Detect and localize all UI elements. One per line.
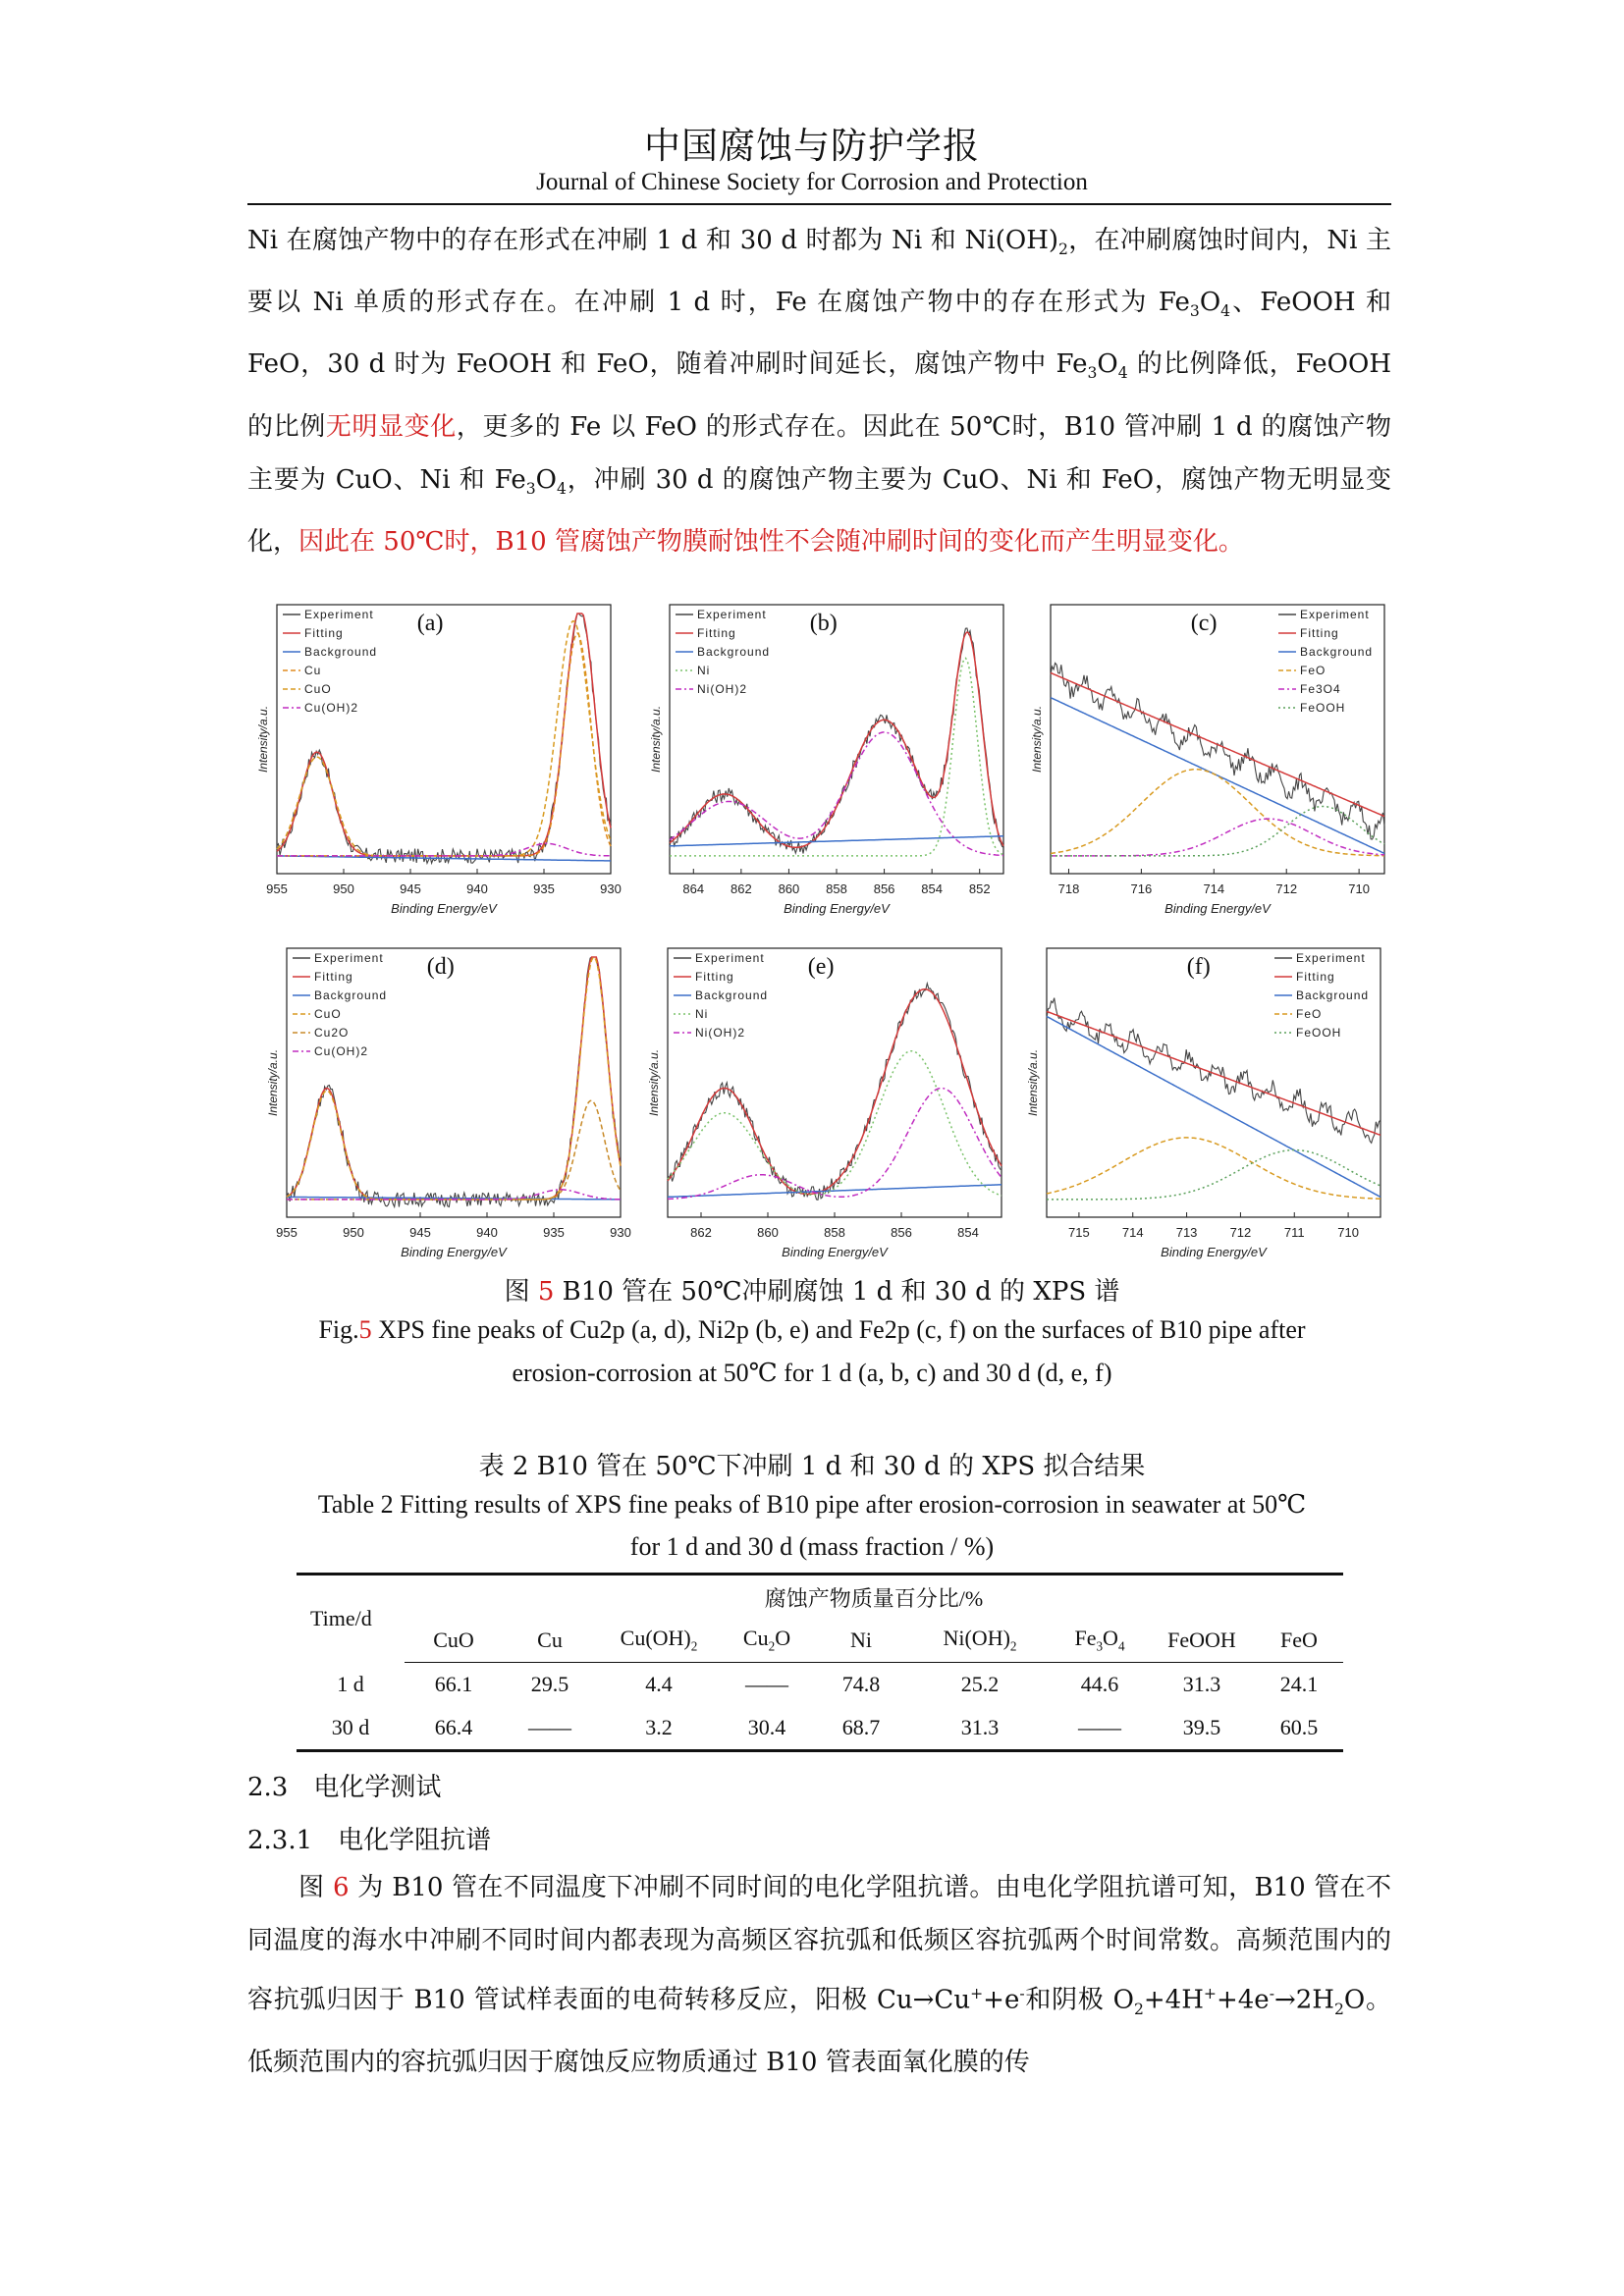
figure-caption-en	[0, 1315, 1624, 1345]
sup: +	[970, 1985, 984, 2002]
xps-chart-c	[1021, 597, 1394, 921]
xps-chart-f	[1017, 940, 1390, 1264]
legend-entry: Background	[304, 645, 378, 659]
legend-entry: Ni(OH)2	[697, 682, 747, 696]
legend-entry: Ni	[697, 664, 711, 677]
table-cell: 30.4	[721, 1706, 813, 1751]
table-cell: 4.4	[645, 1672, 673, 1696]
legend-entry: Background	[1300, 645, 1374, 659]
legend-entry: Fitting	[1296, 970, 1335, 984]
y-axis-label: Intensity/a.u.	[647, 1048, 661, 1117]
xps-results-table	[297, 1573, 1343, 1752]
figure-caption-cn	[0, 1271, 1624, 1308]
sub: 3	[1087, 364, 1098, 383]
y-axis-label: Intensity/a.u.	[256, 705, 270, 774]
para2-text: +4H	[1143, 1985, 1204, 2015]
legend-entry: Fitting	[697, 626, 736, 640]
table-cell: 74.8	[841, 1672, 881, 1696]
col-header: $Cu_2O$	[721, 1619, 813, 1663]
para2-text: 和阴极 O	[1024, 1985, 1134, 2015]
table-caption-en: Table 2 Fitting results of XPS fine peaks of B10 pipe after erosion-corrosion in seawater at 50℃	[317, 1490, 1307, 1519]
col-header: CuO	[405, 1619, 503, 1663]
xps-panel-f	[1017, 940, 1390, 1264]
table-row	[297, 1663, 1343, 1707]
x-tick-label: 710	[1337, 1225, 1359, 1240]
legend-entry: Cu(OH)2	[304, 701, 359, 715]
table-cell: 29.5	[530, 1672, 569, 1696]
sup: -	[1019, 1985, 1025, 2002]
legend-entry: Background	[1296, 988, 1370, 1002]
sub: 4	[1220, 302, 1231, 321]
x-tick-label: 945	[400, 881, 421, 896]
x-tick-label: 930	[600, 881, 622, 896]
sub: 4	[557, 479, 567, 498]
para1-highlight: 因此在 50℃时，B10 管腐蚀产物膜耐蚀性不会随冲刷时间的变化而产生明显变化。	[298, 526, 1244, 557]
x-tick-label: 854	[957, 1225, 979, 1240]
x-tick-label: 854	[921, 881, 943, 896]
legend-entry: FeO	[1300, 664, 1326, 677]
fig-cap-text: 图	[504, 1277, 538, 1307]
table-cell: 66.1	[434, 1672, 473, 1696]
sub: 2	[1333, 2000, 1344, 2018]
sub: 3	[525, 479, 536, 498]
col-header: FeO	[1255, 1619, 1343, 1663]
sub: 2	[1058, 240, 1068, 259]
xps-chart-e	[638, 940, 1011, 1264]
para1-highlight: 无明显变化	[325, 411, 457, 442]
x-axis-label: Binding Energy/eV	[782, 1245, 888, 1259]
para1-text: Ni 在腐蚀产物中的存在形式在冲刷 1 d 和 30 d 时都为 Ni 和 Ni(OH)	[247, 226, 1059, 255]
x-tick-label: 940	[476, 1225, 498, 1240]
x-axis-label: Binding Energy/eV	[391, 901, 497, 916]
table-caption-en-line2: for 1 d and 30 d (mass fraction / %)	[629, 1532, 995, 1561]
table-cell: ——	[503, 1706, 597, 1751]
xps-panel-e	[638, 940, 1011, 1264]
table-caption-cn: 表 2 B10 管在 50℃下冲刷 1 d 和 30 d 的 XPS 拟合结果	[478, 1452, 1146, 1481]
group-header: 腐蚀产物质量百分比/%	[405, 1575, 1343, 1620]
legend-entry: CuO	[304, 682, 332, 696]
x-tick-label: 955	[276, 1225, 298, 1240]
x-axis-label: Binding Energy/eV	[1161, 1245, 1267, 1259]
x-tick-label: 955	[266, 881, 288, 896]
fig-cap-text: Fig.	[318, 1315, 359, 1344]
para2-text: +4e	[1216, 1985, 1270, 2015]
xps-chart-a	[247, 597, 621, 921]
x-tick-label: 950	[333, 881, 354, 896]
panel-letter: (c)	[1190, 611, 1218, 636]
table-cell: 39.5	[1149, 1706, 1255, 1751]
legend-entry: Fitting	[314, 970, 353, 984]
paragraph-2	[247, 1861, 1391, 2089]
para2-text: 图	[298, 1873, 334, 1902]
legend-entry: Background	[314, 988, 388, 1002]
paragraph-1: Ni 在腐蚀产物中的存在形式在冲刷 1 d 和 30 d 时都为 Ni 和 $Ni(OH)_2$，在冲刷腐蚀时间内，Ni 主要以 Ni 单质的形式存在。在冲刷 1 d 时，Fe 在腐蚀产物中的存在形式为 $Fe_3O_4$、FeOOH 和 FeO，30 d 时为 FeOOH 和 FeO，随着冲刷时间延长，腐蚀产物中 $Fe_3O_4$ 的比例降低，FeOOH 的比例无明显变化，更多的 Fe 以 FeO 的形式存在。因此在 50℃时，B10 管冲刷 1 d 的腐蚀产物主要为 CuO、Ni 和 $Fe_3O_4$，冲刷 30 d 的腐蚀产物主要为 CuO、Ni 和 FeO，腐蚀产物无明显变化，因此在 50℃时，B10 管腐蚀产物膜耐蚀性不会随冲刷时间的变化而产生明显变化。	[247, 226, 1391, 557]
sub: 2	[1133, 2000, 1144, 2018]
legend-entry: Experiment	[304, 608, 374, 621]
y-axis-label: Intensity/a.u.	[1026, 1048, 1040, 1117]
para1-text: 的比例降低，FeOOH 的比例	[247, 349, 1391, 442]
x-tick-label: 935	[533, 881, 555, 896]
x-tick-label: 852	[968, 881, 991, 896]
legend-entry: FeO	[1296, 1007, 1323, 1021]
x-axis-label: Binding Energy/eV	[1164, 901, 1271, 916]
panel-letter: (d)	[426, 954, 455, 980]
col-header: $Cu(OH)_2$	[597, 1619, 721, 1663]
x-tick-label: 862	[731, 881, 752, 896]
x-tick-label: 715	[1068, 1225, 1090, 1240]
legend-entry: Background	[697, 645, 771, 659]
table-cell: ——	[745, 1672, 788, 1696]
xps-panel-d	[257, 940, 630, 1264]
x-axis-label: Binding Energy/eV	[784, 901, 890, 916]
section-heading-2-3: 2.3 电化学测试	[247, 1773, 442, 1802]
legend-entry: Experiment	[695, 951, 765, 965]
legend-entry: Experiment	[1300, 608, 1370, 621]
x-tick-label: 858	[824, 1225, 845, 1240]
sub: 4	[1117, 364, 1128, 383]
legend-entry: Fitting	[1300, 626, 1339, 640]
legend-entry: Cu(OH)2	[314, 1044, 369, 1058]
legend-entry: Ni	[695, 1007, 709, 1021]
x-tick-label: 935	[543, 1225, 565, 1240]
legend-entry: Fe3O4	[1300, 682, 1341, 696]
x-tick-label: 945	[409, 1225, 431, 1240]
sup: -	[1269, 1985, 1274, 2002]
y-axis-label: Intensity/a.u.	[266, 1048, 280, 1117]
x-tick-label: 862	[690, 1225, 712, 1240]
col-header: Ni	[813, 1619, 909, 1663]
journal-title-cn: 中国腐蚀与防护学报	[644, 125, 980, 167]
x-tick-label: 940	[466, 881, 488, 896]
journal-title-en: Journal of Chinese Society for Corrosion and Protection	[536, 169, 1088, 195]
para2-text: O。低频范围内的容抗弧归因于腐蚀反应物质通过 B10 管表面氧化膜的传	[247, 1985, 1391, 2077]
fig-number: 5	[358, 1315, 372, 1344]
legend-entry: Background	[695, 988, 769, 1002]
x-tick-label: 860	[778, 881, 800, 896]
col-header: Cu	[503, 1619, 597, 1663]
y-axis-label: Intensity/a.u.	[649, 705, 663, 774]
legend-entry: Ni(OH)2	[695, 1026, 745, 1040]
x-tick-label: 950	[343, 1225, 364, 1240]
xps-panel-a	[247, 597, 621, 921]
legend-entry: CuO	[314, 1007, 342, 1021]
figure-caption-en-line2: erosion-corrosion at 50℃ for 1 d (a, b, c) and 30 d (d, e, f)	[512, 1359, 1112, 1387]
legend-entry: Fitting	[695, 970, 734, 984]
x-tick-label: 710	[1348, 881, 1370, 896]
table-cell: 25.2	[960, 1672, 1000, 1696]
table-row	[297, 1706, 1343, 1751]
header-rule	[247, 203, 1391, 205]
para1-text: 、FeOOH 和 FeO，30 d 时为 FeOOH 和 FeO，随着冲刷时间延长，腐蚀产物中 Fe	[247, 288, 1391, 380]
legend-entry: Experiment	[314, 951, 384, 965]
x-axis-label: Binding Energy/eV	[401, 1245, 507, 1259]
x-tick-label: 711	[1283, 1225, 1305, 1240]
para1-text: ，更多的 Fe 以 FeO 的形式存在。因此在 50℃时，B10 管冲刷 1 d 的腐蚀产物主要为 CuO、Ni 和 Fe	[247, 411, 1391, 495]
row-time: 30 d	[297, 1706, 405, 1751]
legend-entry: Fitting	[304, 626, 344, 640]
x-tick-label: 718	[1057, 881, 1080, 896]
x-tick-label: 864	[682, 881, 705, 896]
col-header: $Ni(OH)_2$	[909, 1619, 1051, 1663]
x-tick-label: 860	[757, 1225, 779, 1240]
col-header: $Fe_3O_4$	[1051, 1619, 1149, 1663]
xps-chart-d	[257, 940, 630, 1264]
fig-number: 5	[537, 1277, 555, 1307]
legend-entry: Experiment	[697, 608, 767, 621]
x-tick-label: 712	[1229, 1225, 1252, 1240]
x-tick-label: 712	[1275, 881, 1298, 896]
table-cell: 60.5	[1255, 1706, 1343, 1751]
x-tick-label: 714	[1203, 881, 1225, 896]
legend-entry: FeOOH	[1300, 701, 1346, 715]
x-tick-label: 856	[873, 881, 895, 896]
x-tick-label: 930	[610, 1225, 631, 1240]
table-cell: 66.4	[405, 1706, 503, 1751]
para2-text: 为 B10 管在不同温度下冲刷不同时间的电化学阻抗谱。由电化学阻抗谱可知，B10 管在不同温度的海水中冲刷不同时间内都表现为高频区容抗弧和低频区容抗弧两个时间常数。高频范围内的容抗弧归因于 B10 管试样表面的电荷转移反应，阳极 Cu→Cu	[247, 1873, 1392, 2015]
para1-text: ，冲刷 30 d 的腐蚀产物主要为 CuO、Ni 和 FeO，腐蚀产物无明显变化，	[247, 464, 1391, 557]
panel-letter: (f)	[1186, 954, 1211, 980]
time-header: Time/d	[297, 1575, 405, 1663]
x-tick-label: 714	[1121, 1225, 1144, 1240]
panel-letter: (b)	[809, 611, 838, 636]
table-cell: 31.3	[1182, 1672, 1221, 1696]
table-cell: 31.3	[909, 1706, 1051, 1751]
x-tick-label: 716	[1130, 881, 1153, 896]
col-header: FeOOH	[1149, 1619, 1255, 1663]
y-axis-label: Intensity/a.u.	[1030, 705, 1044, 774]
table-cell: 3.2	[597, 1706, 721, 1751]
para1-text: ，在冲刷腐蚀时间内，Ni 主要以 Ni 单质的形式存在。在冲刷 1 d 时，Fe 在腐蚀产物中的存在形式为 Fe	[247, 226, 1391, 318]
table-cell: 44.6	[1080, 1672, 1119, 1696]
fig-cap-text: XPS fine peaks of Cu2p (a, d), Ni2p (b, e) and Fe2p (c, f) on the surfaces of B10 pipe after	[371, 1315, 1306, 1344]
x-tick-label: 858	[826, 881, 847, 896]
sub: 3	[1189, 302, 1200, 321]
para2-text: →2H	[1273, 1985, 1334, 2015]
x-tick-label: 713	[1175, 1225, 1198, 1240]
row-time: 1 d	[337, 1671, 364, 1696]
para2-text: +e	[983, 1985, 1020, 2015]
table-cell: 68.7	[813, 1706, 909, 1751]
legend-entry: Experiment	[1296, 951, 1366, 965]
table-cell: ——	[1051, 1706, 1149, 1751]
x-tick-label: 856	[891, 1225, 912, 1240]
legend-entry: FeOOH	[1296, 1026, 1342, 1040]
legend-entry: Cu2O	[314, 1026, 350, 1040]
fig-ref: 6	[333, 1873, 350, 1902]
section-heading-2-3-1: 2.3.1 电化学阻抗谱	[247, 1826, 492, 1855]
table-cell: 24.1	[1279, 1672, 1319, 1696]
xps-panel-c	[1021, 597, 1394, 921]
xps-panel-b	[640, 597, 1013, 921]
panel-letter: (e)	[807, 954, 835, 980]
fig-cap-text: B10 管在 50℃冲刷腐蚀 1 d 和 30 d 的 XPS 谱	[554, 1277, 1120, 1307]
xps-chart-b	[640, 597, 1013, 921]
sup: +	[1203, 1985, 1217, 2002]
legend-entry: Cu	[304, 664, 322, 677]
panel-letter: (a)	[416, 611, 444, 636]
